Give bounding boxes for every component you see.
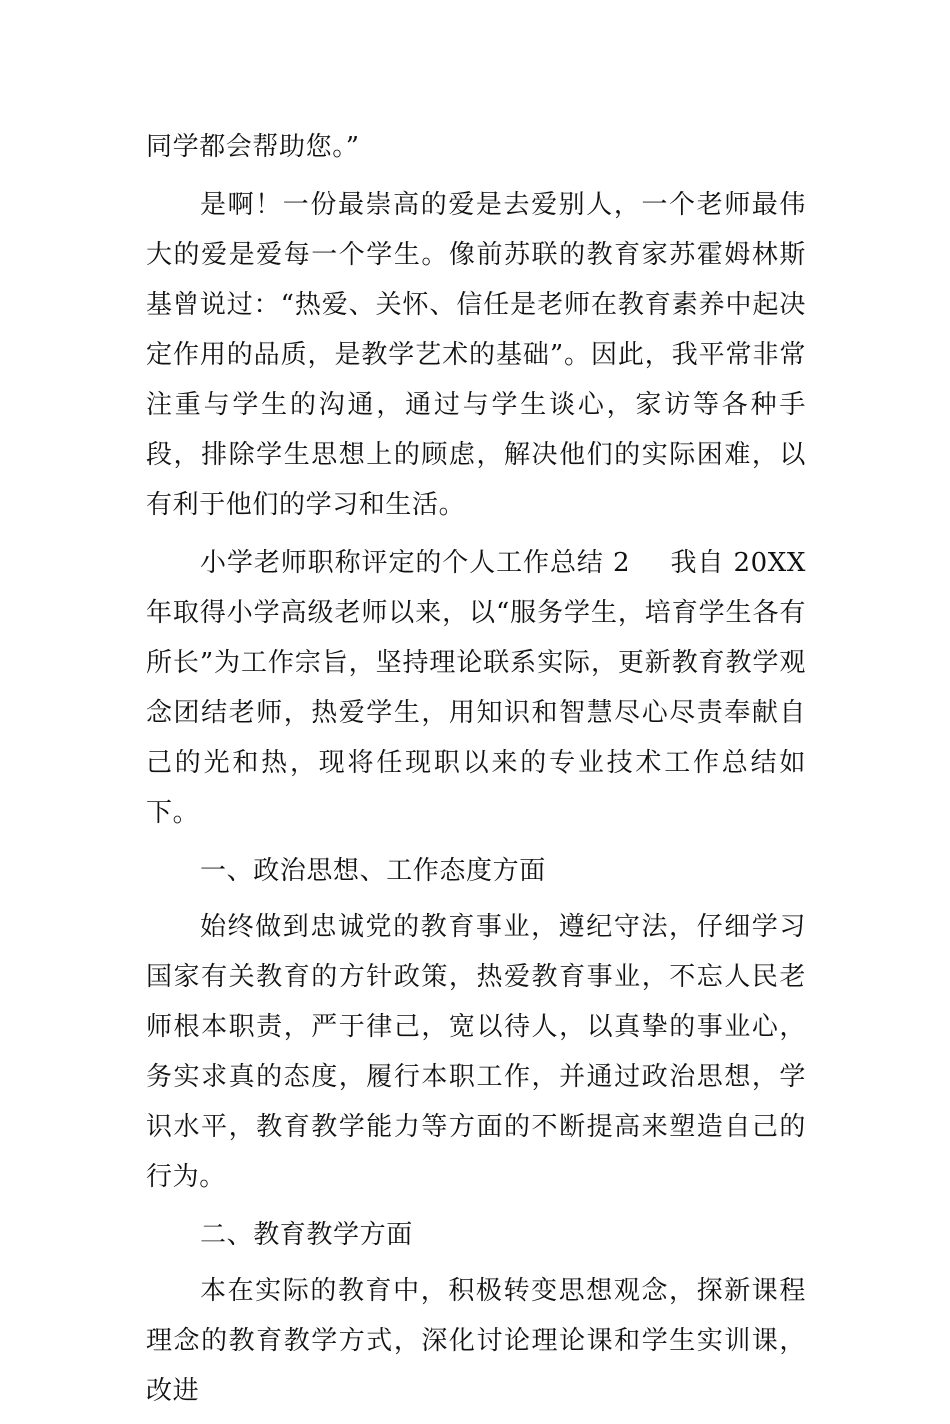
- paragraph-continuation: [146, 122, 806, 172]
- heading-text: 一、政治思想、工作态度方面: [200, 856, 546, 886]
- paragraph: [146, 180, 806, 530]
- document-body: [146, 122, 806, 1424]
- paragraph: [146, 902, 806, 1202]
- section-heading: [146, 1210, 806, 1260]
- section-title: 小学老师职称评定的个人工作总结 2: [200, 548, 631, 578]
- paragraph-text: 是啊！一份最崇高的爱是去爱别人，一个老师最伟大的爱是爱每一个学生。像前苏联的教育家苏霍姆林斯基曾说过：“热爱、关怀、信任是老师在教育素养中起决定作用的品质，是教学艺术的基础”。因此，我平常非常注重与学生的沟通，通过与学生谈心，家访等各种手段，排除学生思想上的顾虑，解决他们的实际困难，以有利于他们的学习和生活。: [146, 190, 806, 520]
- paragraph-text: 本在实际的教育中，积极转变思想观念，探新课程理念的教育教学方式，深化讨论理论课和学生实训课，改进: [146, 1276, 806, 1406]
- paragraph-text: 始终做到忠诚党的教育事业，遵纪守法，仔细学习国家有关教育的方针政策，热爱教育事业，不忘人民老师根本职责，严于律己，宽以待人，以真挚的事业心，务实求真的态度，履行本职工作，并通过政治思想，学识水平，教育教学能力等方面的不断提高来塑造自己的行为。: [146, 912, 806, 1192]
- paragraph-text: 我自 20XX 年取得小学高级老师以来，以“服务学生，培育学生各有所长”为工作宗旨，坚持理论联系实际，更新教育教学观念团结老师，热爱学生，用知识和智慧尽心尽责奉献自己的光和热，现将任现职以来的专业技术工作总结如下。: [146, 548, 806, 828]
- heading-text: 二、教育教学方面: [200, 1220, 413, 1250]
- paragraph-text: 同学都会帮助您。”: [146, 132, 360, 162]
- paragraph: [146, 1266, 806, 1416]
- paragraph: [146, 538, 806, 838]
- section-heading: [146, 846, 806, 896]
